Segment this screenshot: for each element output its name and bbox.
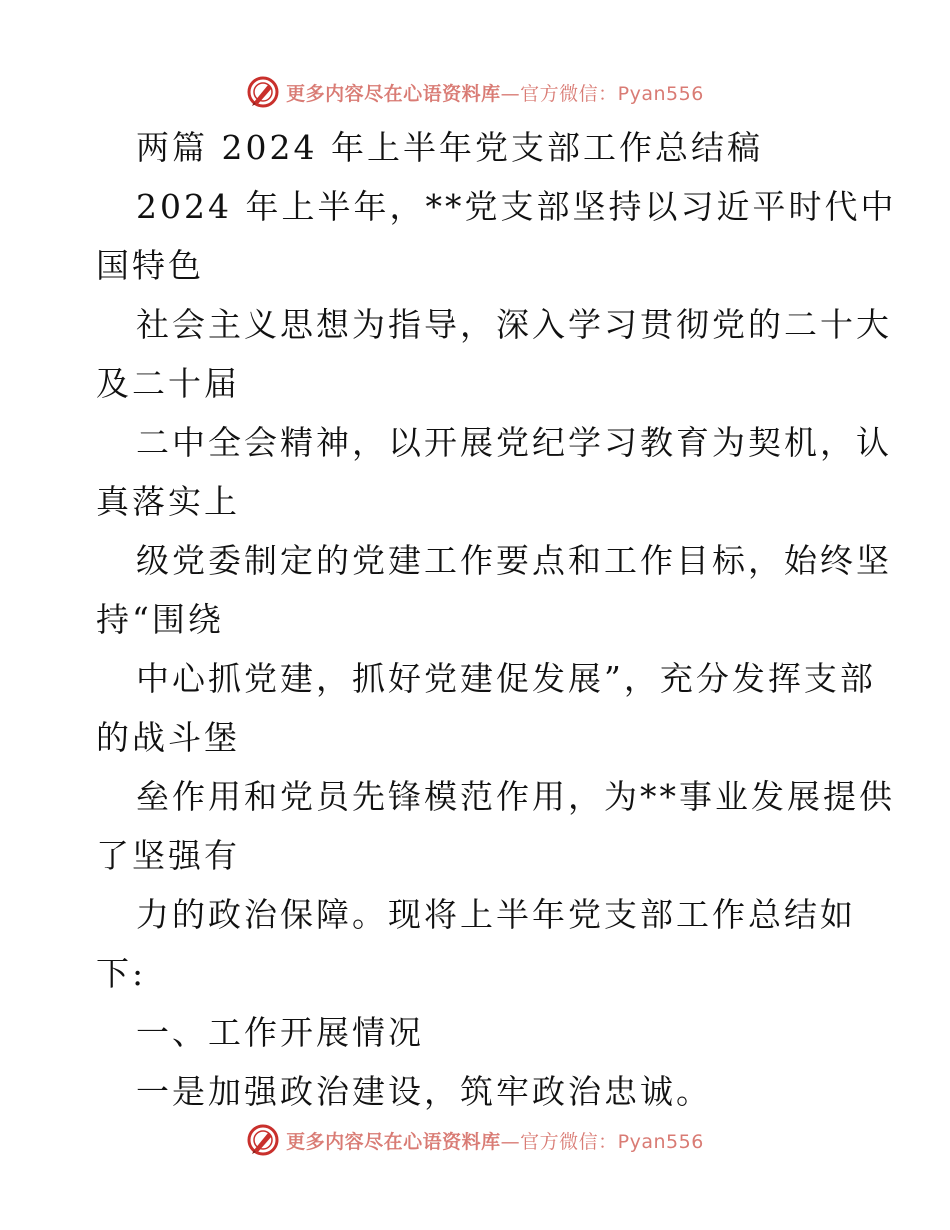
- paragraph-line: 中心抓党建，抓好党建促发展”，充分发挥支部: [136, 659, 876, 698]
- paragraph-line: 下:: [96, 954, 147, 993]
- paragraph-line: 了坚强有: [96, 836, 240, 875]
- paragraph-line: 及二十届: [96, 364, 240, 403]
- paragraph-line: 的战斗堡: [96, 718, 240, 757]
- paragraph-line: 一是加强政治建设，筑牢政治忠诚。: [136, 1072, 712, 1111]
- paragraph-line: 2024 年上半年，**党支部坚持以习近平时代中: [136, 187, 897, 226]
- paragraph-line: 二中全会精神，以开展党纪学习教育为契机，认: [136, 423, 892, 462]
- pen-logo-icon: [246, 75, 280, 109]
- paragraph-line: 级党委制定的党建工作要点和工作目标，始终坚: [136, 541, 892, 580]
- watermark-brand: 更多内容尽在心语资料库: [286, 82, 501, 105]
- document-title: 两篇 2024 年上半年党支部工作总结稿: [136, 128, 763, 167]
- watermark-text: [286, 79, 704, 106]
- paragraph-line: 力的政治保障。现将上半年党支部工作总结如: [136, 895, 856, 934]
- header-watermark: [0, 70, 950, 114]
- paragraph-line: 垒作用和党员先锋模范作用，为**事业发展提供: [136, 777, 895, 816]
- watermark-separator: —: [500, 82, 521, 105]
- watermark-contact: 官方微信：Pyan556: [520, 1130, 704, 1153]
- paragraph-line: 社会主义思想为指导，深入学习贯彻党的二十大: [136, 305, 892, 344]
- section-heading: 一、工作开展情况: [136, 1013, 424, 1052]
- pen-logo-icon: [246, 1123, 280, 1157]
- watermark-text: [286, 1127, 704, 1154]
- paragraph-line: 持“围绕: [96, 600, 224, 639]
- footer-watermark: [0, 1118, 950, 1162]
- watermark-separator: —: [500, 1130, 521, 1153]
- paragraph-line: 真落实上: [96, 482, 240, 521]
- watermark-brand: 更多内容尽在心语资料库: [286, 1130, 501, 1153]
- watermark-contact: 官方微信：Pyan556: [520, 82, 704, 105]
- document-body: [96, 118, 897, 1121]
- paragraph-line: 国特色: [96, 246, 204, 285]
